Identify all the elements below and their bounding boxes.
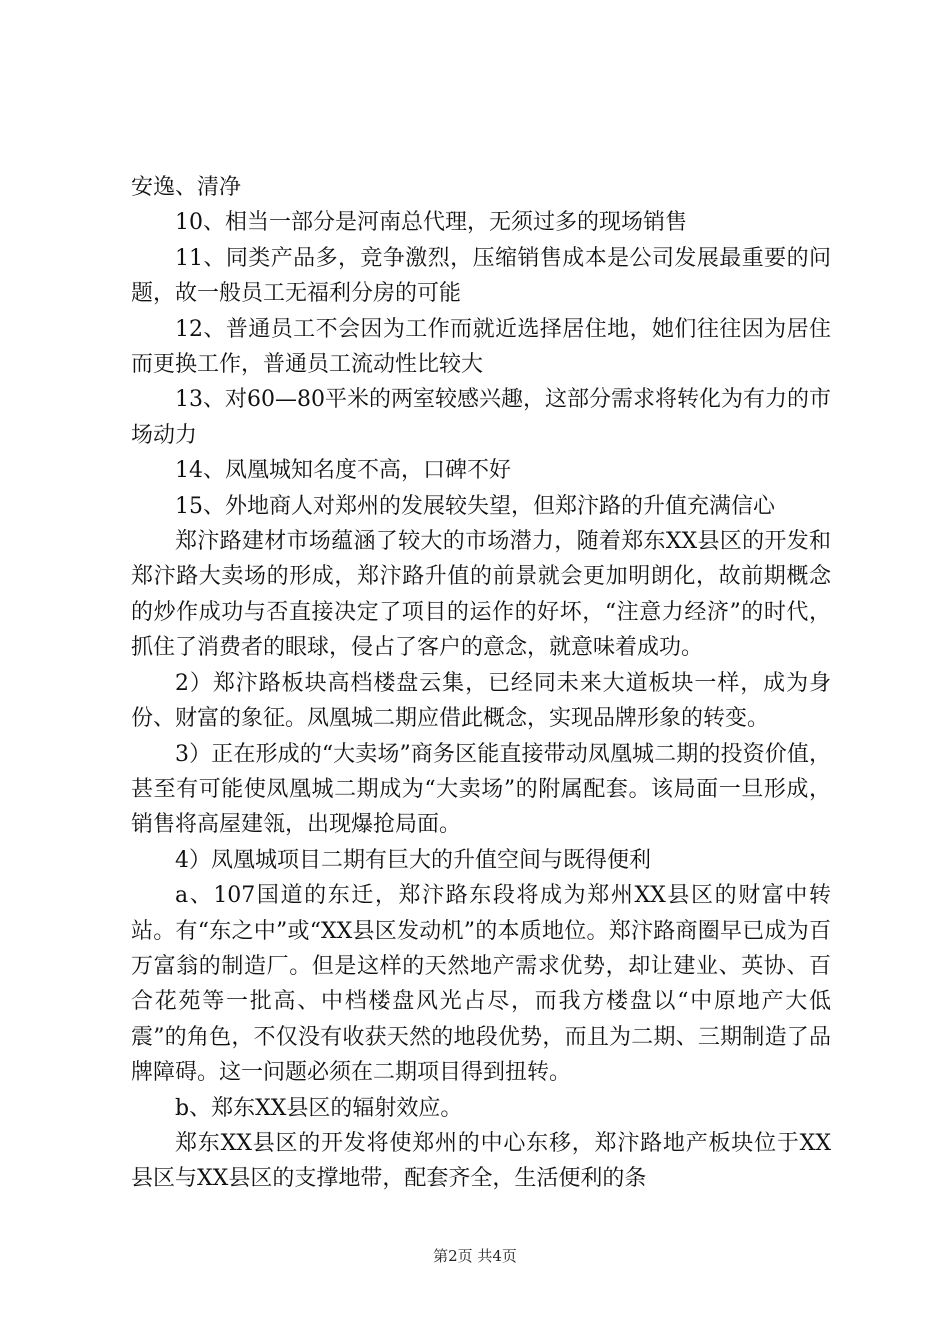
document-body <box>131 170 831 1197</box>
paragraph-item-10: 10、相当一部分是河南总代理，无须过多的现场销售 <box>175 210 687 236</box>
paragraph-market-potential: 郑汴路建材市场蕴涵了较大的市场潜力，随着郑东XX县区的开发和郑汴路大卖场的形成，郑汴路升值的前景就会更加明朗化，故前期概念的炒作成功与否直接决定了项目的运作的好坏，“注意力经济”的时代，抓住了消费者的眼球，侵占了客户的意念，就意味着成功。 <box>131 529 831 661</box>
paragraph-subpoint-b: b、郑东XX县区的辐射效应。 <box>175 1095 463 1121</box>
paragraph-item-12: 12、普通员工不会因为工作而就近选择居住地，她们往往因为居住而更换工作，普通员工流动性比较大 <box>131 316 831 378</box>
paragraph-point-4: 4）凤凰城项目二期有巨大的升值空间与既得便利 <box>175 847 651 873</box>
paragraph-item-15: 15、外地商人对郑州的发展较失望，但郑汴路的升值充满信心 <box>175 493 775 519</box>
paragraph-radiation-effect: 郑东XX县区的开发将使郑州的中心东移，郑汴路地产板块位于XX县区与XX县区的支撑地带，配套齐全，生活便利的条 <box>131 1130 831 1192</box>
paragraph-point-3: 3）正在形成的“大卖场”商务区能直接带动凤凰城二期的投资价值，甚至有可能使凤凰城二期成为“大卖场”的附属配套。该局面一旦形成，销售将高屋建瓴，出现爆抢局面。 <box>131 741 831 838</box>
paragraph-subpoint-a: a、107国道的东迁，郑汴路东段将成为郑州XX县区的财富中转站。有“东之中”或“XX县区发动机”的本质地位。郑汴路商圈早已成为百万富翁的制造厂。但是这样的天然地产需求优势，却让建业、英协、百合花苑等一批高、中档楼盘风光占尽，而我方楼盘以“中原地产大低震”的角色，不仅没有收获天然的地段优势，而且为二期、三期制造了品牌障碍。这一问题必须在二期项目得到扭转。 <box>131 883 831 1086</box>
paragraph-point-2: 2）郑汴路板块高档楼盘云集，已经同未来大道板块一样，成为身份、财富的象征。凤凰城二期应借此概念，实现品牌形象的转变。 <box>131 670 831 732</box>
paragraph-continuation: 安逸、清净 <box>131 175 242 200</box>
paragraph-item-14: 14、凤凰城知名度不高，口碑不好 <box>175 458 511 484</box>
page-footer <box>0 1245 950 1266</box>
paragraph-item-13: 13、对60—80平米的两室较感兴趣，这部分需求将转化为有力的市场动力 <box>131 387 831 448</box>
paragraph-item-11: 11、同类产品多，竞争激烈，压缩销售成本是公司发展最重要的问题，故一般员工无福利分房的可能 <box>131 245 831 307</box>
page-number-label: 第2页 共4页 <box>433 1247 517 1265</box>
